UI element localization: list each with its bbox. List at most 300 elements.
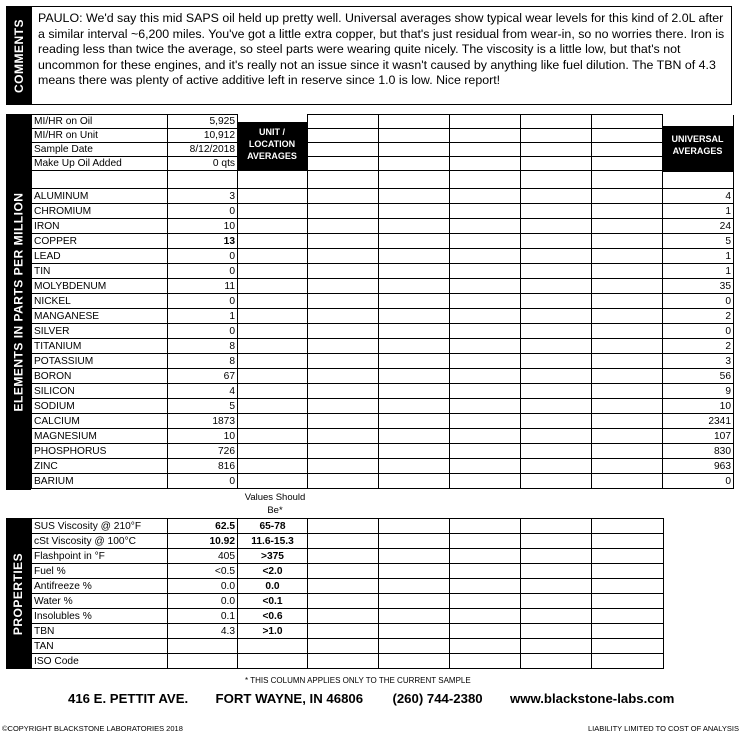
history-cell — [308, 459, 379, 474]
element-value: 1873 — [168, 414, 238, 429]
history-cell — [450, 609, 521, 624]
history-cell — [521, 157, 592, 171]
history-cell — [379, 115, 450, 129]
history-cell — [450, 534, 521, 549]
property-row — [32, 639, 664, 654]
universal-value: 1 — [663, 204, 734, 219]
history-cell — [450, 264, 521, 279]
unit-location-cell — [238, 279, 308, 294]
property-name: Insolubles % — [32, 609, 168, 624]
history-cell — [379, 294, 450, 309]
property-value: 0.0 — [168, 579, 238, 594]
history-cell — [521, 369, 592, 384]
history-cell — [450, 579, 521, 594]
history-cell — [521, 115, 592, 129]
element-row — [32, 264, 734, 279]
history-cell — [592, 474, 663, 489]
history-cell — [450, 639, 521, 654]
history-cell — [521, 654, 592, 669]
values-should-be-label: Values Should Be* — [244, 492, 306, 516]
property-row — [32, 654, 664, 669]
history-cell — [521, 639, 592, 654]
history-cell — [379, 399, 450, 414]
history-cell — [379, 549, 450, 564]
history-cell — [521, 324, 592, 339]
property-name: SUS Viscosity @ 210°F — [32, 519, 168, 534]
history-cell — [450, 654, 521, 669]
element-row — [32, 294, 734, 309]
element-name: SILICON — [32, 384, 168, 399]
history-cell — [379, 624, 450, 639]
history-cell — [592, 219, 663, 234]
history-cell — [308, 354, 379, 369]
history-cell — [521, 624, 592, 639]
history-cell — [379, 309, 450, 324]
history-cell — [308, 579, 379, 594]
element-row — [32, 339, 734, 354]
history-cell — [379, 654, 450, 669]
history-cell — [308, 115, 379, 129]
footer-address: 416 E. PETTIT AVE. — [68, 691, 189, 706]
history-cell — [379, 234, 450, 249]
history-cell — [308, 249, 379, 264]
elements-label: ELEMENTS IN PARTS PER MILLION — [6, 114, 31, 490]
property-should-be: <0.1 — [238, 594, 308, 609]
element-name: IRON — [32, 219, 168, 234]
property-value — [168, 654, 238, 669]
sample-info-label: Sample Date — [32, 143, 168, 157]
history-cell — [521, 294, 592, 309]
history-cell — [379, 519, 450, 534]
unit-location-cell — [238, 399, 308, 414]
history-cell — [592, 157, 663, 171]
history-cell — [592, 294, 663, 309]
sample-info-label: Make Up Oil Added — [32, 157, 168, 171]
history-cell — [308, 624, 379, 639]
universal-cell — [663, 115, 734, 129]
history-cell — [450, 414, 521, 429]
history-cell — [308, 204, 379, 219]
history-cell — [521, 279, 592, 294]
property-should-be: 65-78 — [238, 519, 308, 534]
footer-city: FORT WAYNE, IN 46806 — [215, 691, 364, 706]
history-cell — [521, 234, 592, 249]
property-value: 10.92 — [168, 534, 238, 549]
history-cell — [308, 549, 379, 564]
history-cell — [592, 624, 664, 639]
history-cell — [592, 654, 664, 669]
history-cell — [592, 399, 663, 414]
history-cell — [592, 414, 663, 429]
sample-info-value: 5,925 — [168, 115, 238, 129]
history-cell — [592, 534, 664, 549]
history-cell — [308, 129, 379, 143]
history-cell — [308, 309, 379, 324]
history-cell — [379, 143, 450, 157]
history-cell — [592, 444, 663, 459]
element-name: POTASSIUM — [32, 354, 168, 369]
history-cell — [450, 354, 521, 369]
universal-value: 5 — [663, 234, 734, 249]
property-value: 0.1 — [168, 609, 238, 624]
unit-location-cell — [238, 324, 308, 339]
element-value: 0 — [168, 204, 238, 219]
history-cell — [450, 157, 521, 171]
unit-location-cell — [238, 339, 308, 354]
unit-location-cell — [238, 294, 308, 309]
element-value: 816 — [168, 459, 238, 474]
history-cell — [450, 549, 521, 564]
unit-location-cell — [238, 384, 308, 399]
history-cell — [521, 171, 592, 189]
unit-location-cell — [238, 414, 308, 429]
history-cell — [379, 264, 450, 279]
universal-value: 2 — [663, 339, 734, 354]
history-cell — [450, 624, 521, 639]
element-value: 0 — [168, 294, 238, 309]
history-cell — [521, 609, 592, 624]
history-cell — [521, 129, 592, 143]
unit-location-cell — [238, 444, 308, 459]
history-cell — [379, 171, 450, 189]
history-cell — [308, 444, 379, 459]
history-cell — [379, 354, 450, 369]
universal-value: 0 — [663, 474, 734, 489]
element-name: CHROMIUM — [32, 204, 168, 219]
element-value: 0 — [168, 264, 238, 279]
history-cell — [592, 115, 663, 129]
history-cell — [521, 189, 592, 204]
history-cell — [308, 339, 379, 354]
property-should-be: >1.0 — [238, 624, 308, 639]
history-cell — [592, 354, 663, 369]
element-value: 10 — [168, 219, 238, 234]
element-name: MOLYBDENUM — [32, 279, 168, 294]
property-row — [32, 549, 664, 564]
element-row — [32, 189, 734, 204]
sample-info-value: 10,912 — [168, 129, 238, 143]
history-cell — [308, 429, 379, 444]
element-value: 0 — [168, 249, 238, 264]
history-cell — [521, 444, 592, 459]
unit-location-cell — [238, 115, 308, 129]
history-cell — [379, 369, 450, 384]
property-name: ISO Code — [32, 654, 168, 669]
universal-value: 1 — [663, 264, 734, 279]
property-name: Fuel % — [32, 564, 168, 579]
universal-value: 107 — [663, 429, 734, 444]
history-cell — [308, 171, 379, 189]
universal-cell — [663, 171, 734, 189]
property-name: cSt Viscosity @ 100°C — [32, 534, 168, 549]
spacer-row — [32, 171, 734, 189]
history-cell — [308, 324, 379, 339]
history-cell — [379, 324, 450, 339]
universal-value: 4 — [663, 189, 734, 204]
sample-info-value: 0 qts — [168, 157, 238, 171]
history-cell — [308, 264, 379, 279]
history-cell — [592, 204, 663, 219]
history-cell — [379, 474, 450, 489]
footer-website[interactable]: www.blackstone-labs.com — [509, 691, 675, 706]
liability-note: LIABILITY LIMITED TO COST OF ANALYSIS — [587, 724, 739, 733]
history-cell — [450, 189, 521, 204]
properties-label: PROPERTIES — [6, 518, 31, 669]
unit-location-cell — [238, 204, 308, 219]
sample-info-label: MI/HR on Unit — [32, 129, 168, 143]
element-value: 0 — [168, 324, 238, 339]
history-cell — [450, 519, 521, 534]
element-row — [32, 429, 734, 444]
history-cell — [308, 564, 379, 579]
history-cell — [592, 639, 664, 654]
element-row — [32, 324, 734, 339]
history-cell — [379, 279, 450, 294]
universal-value: 0 — [663, 324, 734, 339]
history-cell — [308, 384, 379, 399]
history-cell — [592, 264, 663, 279]
history-cell — [379, 639, 450, 654]
element-value: 13 — [168, 234, 238, 249]
universal-value: 830 — [663, 444, 734, 459]
property-should-be: 11.6-15.3 — [238, 534, 308, 549]
spacer-cell — [238, 171, 308, 189]
column-note: * THIS COLUMN APPLIES ONLY TO THE CURRENT SAMPLE — [245, 676, 471, 685]
universal-value: 35 — [663, 279, 734, 294]
element-name: COPPER — [32, 234, 168, 249]
history-cell — [521, 264, 592, 279]
element-row — [32, 459, 734, 474]
unit-location-cell — [238, 129, 308, 143]
history-cell — [379, 609, 450, 624]
history-cell — [592, 579, 664, 594]
history-cell — [450, 369, 521, 384]
comments-text: PAULO: We'd say this mid SAPS oil held up pretty well. Universal averages show typical wear levels for this kind of 2.0L after a similar interval ~6,200 miles. You've got a little extra copper, but that's just residual from wear-in, so no worries there. Iron is reading less than twice the average, so steel parts were wearing quite nicely. The viscosity is a little low, but that's not uncommon for these engines, and it's really not an issue since it wasn't caused by anything like fuel dilution. The TBN of 4.3 means there was plenty of active additive left in reserve since 1.0 is low. Nice report! — [38, 11, 725, 87]
history-cell — [592, 171, 663, 189]
history-cell — [521, 399, 592, 414]
element-row — [32, 354, 734, 369]
history-cell — [379, 534, 450, 549]
history-cell — [592, 429, 663, 444]
history-cell — [592, 549, 664, 564]
unit-location-cell — [238, 369, 308, 384]
property-row — [32, 534, 664, 549]
history-cell — [450, 219, 521, 234]
property-name: TBN — [32, 624, 168, 639]
element-name: LEAD — [32, 249, 168, 264]
history-cell — [521, 519, 592, 534]
history-cell — [379, 219, 450, 234]
element-value: 10 — [168, 429, 238, 444]
history-cell — [379, 414, 450, 429]
property-row — [32, 519, 664, 534]
history-cell — [379, 339, 450, 354]
element-value: 67 — [168, 369, 238, 384]
history-cell — [308, 414, 379, 429]
properties-table — [31, 518, 664, 669]
history-cell — [521, 354, 592, 369]
history-cell — [308, 654, 379, 669]
history-cell — [450, 399, 521, 414]
history-cell — [308, 519, 379, 534]
history-cell — [592, 249, 663, 264]
property-row — [32, 564, 664, 579]
unit-location-cell — [238, 157, 308, 171]
sample-info-label: MI/HR on Oil — [32, 115, 168, 129]
history-cell — [308, 594, 379, 609]
history-cell — [521, 339, 592, 354]
sample-info-value: 8/12/2018 — [168, 143, 238, 157]
footer-phone: (260) 744-2380 — [392, 691, 483, 706]
element-name: CALCIUM — [32, 414, 168, 429]
unit-location-cell — [238, 429, 308, 444]
history-cell — [379, 157, 450, 171]
history-cell — [450, 294, 521, 309]
property-row — [32, 594, 664, 609]
property-name: TAN — [32, 639, 168, 654]
universal-value: 24 — [663, 219, 734, 234]
property-should-be — [238, 654, 308, 669]
elements-table — [31, 114, 734, 489]
element-name: MANGANESE — [32, 309, 168, 324]
history-cell — [521, 384, 592, 399]
history-cell — [379, 444, 450, 459]
comments-box — [31, 6, 732, 105]
universal-cell — [663, 157, 734, 171]
history-cell — [308, 474, 379, 489]
property-should-be: <0.6 — [238, 609, 308, 624]
unit-location-cell — [238, 234, 308, 249]
element-value: 8 — [168, 339, 238, 354]
history-cell — [308, 639, 379, 654]
history-cell — [450, 429, 521, 444]
history-cell — [592, 279, 663, 294]
property-should-be: 0.0 — [238, 579, 308, 594]
comments-label: COMMENTS — [6, 6, 31, 105]
footer-address-line — [68, 691, 688, 706]
history-cell — [308, 369, 379, 384]
history-cell — [379, 189, 450, 204]
history-cell — [592, 189, 663, 204]
history-cell — [592, 564, 664, 579]
unit-location-cell — [238, 189, 308, 204]
unit-location-cell — [238, 143, 308, 157]
universal-cell — [663, 143, 734, 157]
history-cell — [450, 129, 521, 143]
history-cell — [592, 384, 663, 399]
history-cell — [450, 234, 521, 249]
history-cell — [379, 564, 450, 579]
history-cell — [379, 129, 450, 143]
property-should-be — [238, 639, 308, 654]
history-cell — [521, 249, 592, 264]
property-name: Water % — [32, 594, 168, 609]
universal-value: 9 — [663, 384, 734, 399]
universal-value: 1 — [663, 249, 734, 264]
spacer-cell — [168, 171, 238, 189]
property-value: 0.0 — [168, 594, 238, 609]
history-cell — [592, 143, 663, 157]
history-cell — [521, 594, 592, 609]
history-cell — [592, 594, 664, 609]
history-cell — [592, 324, 663, 339]
history-cell — [308, 294, 379, 309]
unit-location-averages-header: UNIT / LOCATION AVERAGES — [237, 122, 307, 170]
universal-value: 56 — [663, 369, 734, 384]
history-cell — [521, 219, 592, 234]
element-value: 0 — [168, 474, 238, 489]
element-row — [32, 309, 734, 324]
history-cell — [450, 115, 521, 129]
unit-location-cell — [238, 309, 308, 324]
history-cell — [592, 459, 663, 474]
element-row — [32, 219, 734, 234]
history-cell — [450, 143, 521, 157]
element-name: NICKEL — [32, 294, 168, 309]
history-cell — [308, 399, 379, 414]
history-cell — [521, 204, 592, 219]
element-name: BORON — [32, 369, 168, 384]
element-value: 1 — [168, 309, 238, 324]
unit-location-cell — [238, 474, 308, 489]
history-cell — [450, 171, 521, 189]
history-cell — [308, 279, 379, 294]
sample-info-row — [32, 129, 734, 143]
history-cell — [450, 249, 521, 264]
element-value: 726 — [168, 444, 238, 459]
element-name: MAGNESIUM — [32, 429, 168, 444]
element-row — [32, 249, 734, 264]
history-cell — [450, 594, 521, 609]
property-value: <0.5 — [168, 564, 238, 579]
history-cell — [521, 429, 592, 444]
element-value: 3 — [168, 189, 238, 204]
sample-info-row — [32, 115, 734, 129]
property-value: 405 — [168, 549, 238, 564]
property-should-be: >375 — [238, 549, 308, 564]
history-cell — [379, 429, 450, 444]
property-name: Flashpoint in °F — [32, 549, 168, 564]
history-cell — [521, 564, 592, 579]
history-cell — [308, 534, 379, 549]
element-value: 5 — [168, 399, 238, 414]
sample-info-row — [32, 157, 734, 171]
history-cell — [450, 459, 521, 474]
history-cell — [521, 474, 592, 489]
property-value: 62.5 — [168, 519, 238, 534]
element-value: 11 — [168, 279, 238, 294]
element-row — [32, 414, 734, 429]
history-cell — [308, 219, 379, 234]
history-cell — [450, 444, 521, 459]
element-name: ZINC — [32, 459, 168, 474]
unit-location-cell — [238, 354, 308, 369]
property-name: Antifreeze % — [32, 579, 168, 594]
history-cell — [521, 143, 592, 157]
history-cell — [450, 324, 521, 339]
history-cell — [450, 474, 521, 489]
universal-averages-header: UNIVERSAL AVERAGES — [662, 126, 733, 172]
property-row — [32, 609, 664, 624]
history-cell — [379, 459, 450, 474]
unit-location-cell — [238, 219, 308, 234]
element-row — [32, 279, 734, 294]
element-row — [32, 444, 734, 459]
history-cell — [592, 309, 663, 324]
universal-value: 2341 — [663, 414, 734, 429]
history-cell — [592, 339, 663, 354]
history-cell — [521, 459, 592, 474]
